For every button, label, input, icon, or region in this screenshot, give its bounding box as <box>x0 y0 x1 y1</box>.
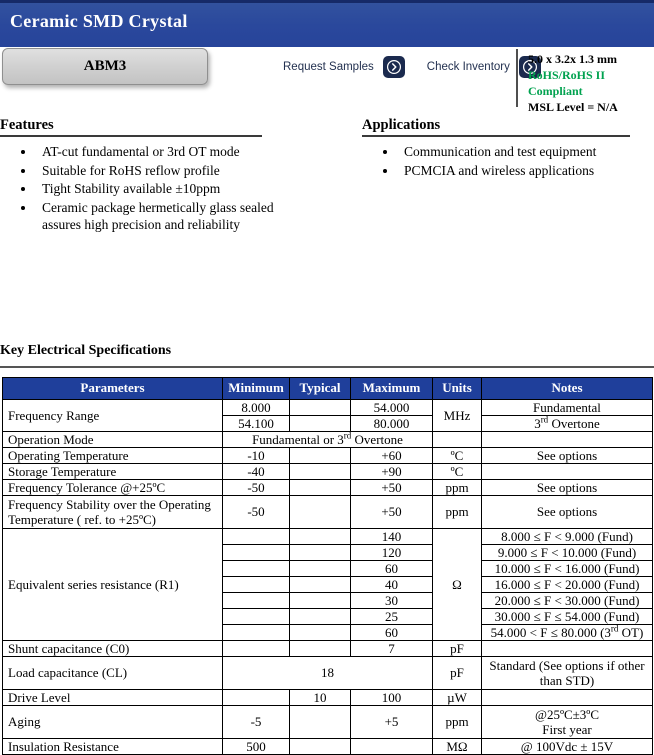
max-cell: 7 <box>351 640 433 656</box>
typ-cell <box>290 447 351 463</box>
note-cell: See options <box>482 479 653 495</box>
package-dimensions: 5.0 x 3.2x 1.3 mm <box>528 52 617 66</box>
param-cell: Frequency Range <box>3 399 223 431</box>
min-cell: -50 <box>223 495 290 528</box>
max-cell: +90 <box>351 463 433 479</box>
typ-cell <box>290 479 351 495</box>
min-cell <box>223 608 290 624</box>
min-cell: -50 <box>223 479 290 495</box>
rohs-compliance: RoHS/RoHS II Compliant <box>528 68 606 98</box>
max-cell <box>351 738 433 754</box>
max-cell: 60 <box>351 560 433 576</box>
note-cell: 10.000 ≤ F < 16.000 (Fund) <box>482 560 653 576</box>
row-operation-mode <box>3 431 653 447</box>
note-cell <box>482 463 653 479</box>
features-list <box>0 143 340 234</box>
product-info-block <box>528 51 654 115</box>
col-header-typical: Typical <box>290 377 351 399</box>
feature-item: • Tight Stability available ±10ppm <box>36 180 304 198</box>
max-cell: 40 <box>351 576 433 592</box>
min-cell: -40 <box>223 463 290 479</box>
note-cell: 8.000 ≤ F < 9.000 (Fund) <box>482 528 653 544</box>
min-cell: 54.100 <box>223 415 290 431</box>
specs-table <box>2 377 653 755</box>
param-cell: Drive Level <box>3 689 223 705</box>
specs-section <box>0 343 654 755</box>
max-cell: 80.000 <box>351 415 433 431</box>
typ-cell <box>290 560 351 576</box>
row-esr <box>3 528 653 544</box>
msl-level: MSL Level = N/A <box>528 100 618 114</box>
min-cell <box>223 592 290 608</box>
min-cell: 8.000 <box>223 399 290 415</box>
typ-cell <box>290 576 351 592</box>
row-shunt-capacitance <box>3 640 653 656</box>
note-cell: @ 100Vdc ± 15V <box>482 738 653 754</box>
row-load-capacitance <box>3 656 653 689</box>
feature-item: • Ceramic package hermetically glass sealed assures high precision and reliability <box>36 199 304 234</box>
features-applications-section <box>0 117 654 235</box>
check-inventory-link[interactable]: Check Inventory <box>426 61 510 73</box>
param-cell: Equivalent series resistance (R1) <box>3 528 223 640</box>
page-title: Ceramic SMD Crystal <box>10 11 188 31</box>
row-frequency-tolerance <box>3 479 653 495</box>
max-cell: 140 <box>351 528 433 544</box>
max-cell: 120 <box>351 544 433 560</box>
max-cell: 54.000 <box>351 399 433 415</box>
unit-cell: ppm <box>433 479 482 495</box>
note-cell: 16.000 ≤ F < 20.000 (Fund) <box>482 576 653 592</box>
max-cell: 60 <box>351 624 433 640</box>
max-cell: +60 <box>351 447 433 463</box>
col-header-maximum: Maximum <box>351 377 433 399</box>
feature-item: • Suitable for RoHS reflow profile <box>36 162 304 180</box>
typ-cell <box>290 705 351 738</box>
header-bar <box>0 0 654 47</box>
col-header-notes: Notes <box>482 377 653 399</box>
row-storage-temperature <box>3 463 653 479</box>
note-cell: 54.000 < F ≤ 80.000 (3rd OT) <box>482 624 653 640</box>
value-cell: 18 <box>223 656 433 689</box>
min-cell: 500 <box>223 738 290 754</box>
unit-cell: MΩ <box>433 738 482 754</box>
note-cell: @25ºC±3ºC First year <box>482 705 653 738</box>
unit-cell: Ω <box>433 528 482 640</box>
row-frequency-stability <box>3 495 653 528</box>
col-header-units: Units <box>433 377 482 399</box>
unit-cell <box>433 431 482 447</box>
typ-cell <box>290 592 351 608</box>
value-cell: Fundamental or 3rd Overtone <box>223 431 433 447</box>
note-cell: Standard (See options if other than STD) <box>482 656 653 689</box>
features-column <box>0 117 340 235</box>
typ-cell <box>290 544 351 560</box>
links-row <box>283 56 541 78</box>
param-cell: Shunt capacitance (C0) <box>3 640 223 656</box>
applications-heading: Applications <box>362 117 630 137</box>
min-cell: -10 <box>223 447 290 463</box>
note-cell: 3rd Overtone <box>482 415 653 431</box>
note-cell <box>482 640 653 656</box>
param-cell: Aging <box>3 705 223 738</box>
product-name-box <box>2 48 208 85</box>
note-cell: See options <box>482 447 653 463</box>
max-cell: +5 <box>351 705 433 738</box>
row-operating-temperature <box>3 447 653 463</box>
unit-cell: ppm <box>433 495 482 528</box>
specs-header-row <box>3 377 653 399</box>
features-heading: Features <box>0 117 262 137</box>
subheader <box>0 47 654 113</box>
applications-list <box>362 143 654 179</box>
application-item: • PCMCIA and wireless applications <box>398 162 654 180</box>
typ-cell <box>290 624 351 640</box>
param-cell: Frequency Tolerance @+25ºC <box>3 479 223 495</box>
max-cell: 100 <box>351 689 433 705</box>
min-cell <box>223 544 290 560</box>
typ-cell <box>290 608 351 624</box>
param-cell: Storage Temperature <box>3 463 223 479</box>
max-cell: 30 <box>351 592 433 608</box>
typ-cell <box>290 495 351 528</box>
unit-cell: pF <box>433 640 482 656</box>
request-samples-arrow-circle-icon[interactable] <box>383 56 405 78</box>
unit-cell: µW <box>433 689 482 705</box>
note-cell: 20.000 ≤ F < 30.000 (Fund) <box>482 592 653 608</box>
applications-column <box>362 117 654 235</box>
specs-heading: Key Electrical Specifications <box>0 342 172 358</box>
feature-item: • AT-cut fundamental or 3rd OT mode <box>36 143 304 161</box>
unit-cell: ºC <box>433 447 482 463</box>
typ-cell <box>290 528 351 544</box>
max-cell: 25 <box>351 608 433 624</box>
row-aging <box>3 705 653 738</box>
min-cell <box>223 624 290 640</box>
min-cell <box>223 689 290 705</box>
col-header-minimum: Minimum <box>223 377 290 399</box>
min-cell <box>223 640 290 656</box>
note-cell: See options <box>482 495 653 528</box>
unit-cell: pF <box>433 656 482 689</box>
row-drive-level <box>3 689 653 705</box>
application-item: • Communication and test equipment <box>398 143 654 161</box>
min-cell <box>223 560 290 576</box>
request-samples-link[interactable]: Request Samples <box>283 61 374 73</box>
note-cell: Fundamental <box>482 399 653 415</box>
param-cell: Insulation Resistance <box>3 738 223 754</box>
param-cell: Frequency Stability over the Operating Temperature ( ref. to +25ºC) <box>3 495 223 528</box>
max-cell: +50 <box>351 495 433 528</box>
product-name: ABM3 <box>83 58 127 74</box>
row-frequency-range-fundamental <box>3 399 653 415</box>
min-cell <box>223 576 290 592</box>
typ-cell <box>290 463 351 479</box>
note-cell <box>482 689 653 705</box>
unit-cell: ppm <box>433 705 482 738</box>
param-cell: Load capacitance (CL) <box>3 656 223 689</box>
min-cell <box>223 528 290 544</box>
unit-cell: MHz <box>433 399 482 431</box>
typ-cell <box>290 399 351 415</box>
typ-cell <box>290 738 351 754</box>
vertical-divider <box>516 49 518 107</box>
typ-cell: 10 <box>290 689 351 705</box>
typ-cell <box>290 640 351 656</box>
unit-cell: ºC <box>433 463 482 479</box>
param-cell: Operation Mode <box>3 431 223 447</box>
max-cell: +50 <box>351 479 433 495</box>
specs-heading-rule <box>0 366 654 368</box>
note-cell <box>482 431 653 447</box>
col-header-parameters: Parameters <box>3 377 223 399</box>
typ-cell <box>290 415 351 431</box>
min-cell: -5 <box>223 705 290 738</box>
note-cell: 30.000 ≤ F ≤ 54.000 (Fund) <box>482 608 653 624</box>
param-cell: Operating Temperature <box>3 447 223 463</box>
row-insulation-resistance <box>3 738 653 754</box>
note-cell: 9.000 ≤ F < 10.000 (Fund) <box>482 544 653 560</box>
